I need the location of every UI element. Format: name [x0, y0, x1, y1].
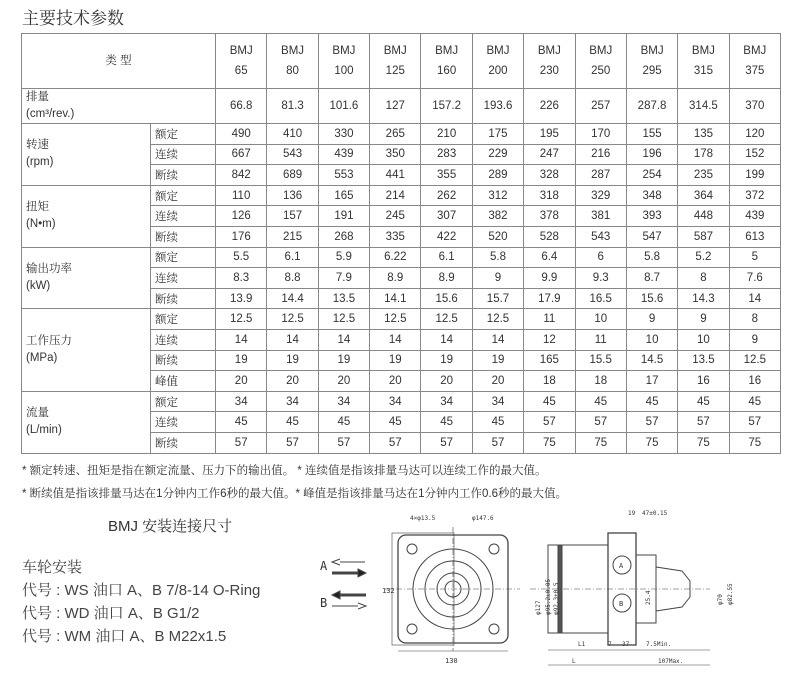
condition-label: 断续: [151, 226, 216, 247]
table-cell: 17: [626, 371, 677, 392]
table-cell: 20: [318, 371, 369, 392]
table-cell: 14: [318, 329, 369, 350]
table-cell: 9: [678, 309, 729, 330]
table-cell: 490: [216, 124, 267, 145]
table-cell: 11: [575, 329, 626, 350]
model-size: 295: [642, 65, 662, 77]
table-cell: 157: [267, 206, 318, 227]
model-header: [267, 34, 318, 89]
table-cell: 34: [216, 391, 267, 412]
code-ws: 代号 : WS 油口 A、B 7/8-14 O-Ring: [22, 582, 261, 599]
condition-label: 额定: [151, 391, 216, 412]
table-cell: 13.9: [216, 288, 267, 309]
table-cell: 19: [267, 350, 318, 371]
table-cell: 422: [421, 226, 472, 247]
table-cell: 314.5: [678, 89, 729, 124]
table-cell: 57: [678, 412, 729, 433]
svg-text:φ95.2±0.05: φ95.2±0.05: [545, 578, 552, 615]
table-cell: 45: [370, 412, 421, 433]
table-cell: 14.4: [267, 288, 318, 309]
table-cell: 10: [575, 309, 626, 330]
table-cell: 178: [678, 144, 729, 165]
table-cell: 14.3: [678, 288, 729, 309]
table-cell: 5.2: [678, 247, 729, 268]
table-cell: 10: [678, 329, 729, 350]
table-cell: 6.1: [421, 247, 472, 268]
table-cell: 34: [267, 391, 318, 412]
table-cell: 193.6: [472, 89, 523, 124]
table-cell: 613: [729, 226, 780, 247]
table-cell: 14: [421, 329, 472, 350]
table-cell: 18: [524, 371, 575, 392]
table-cell: 372: [729, 185, 780, 206]
mounting-drawing: [310, 505, 800, 674]
model-series: BMJ: [640, 45, 664, 57]
table-cell: 543: [267, 144, 318, 165]
table-cell: 195: [524, 124, 575, 145]
table-cell: 57: [267, 432, 318, 453]
table-cell: 191: [318, 206, 369, 227]
svg-text:132: 132: [382, 587, 395, 595]
table-cell: 283: [421, 144, 472, 165]
page-title: 主要技术参数: [22, 9, 124, 28]
svg-text:A: A: [619, 562, 624, 570]
condition-label: 额定: [151, 124, 216, 145]
table-cell: 126: [216, 206, 267, 227]
table-cell: 378: [524, 206, 575, 227]
table-cell: 20: [472, 371, 523, 392]
table-cell: 12.5: [216, 309, 267, 330]
table-cell: 15.6: [626, 288, 677, 309]
table-cell: 57: [729, 412, 780, 433]
model-header: [370, 34, 421, 89]
spec-table: [21, 33, 781, 454]
table-cell: 14: [267, 329, 318, 350]
table-cell: 57: [216, 432, 267, 453]
table-cell: 57: [472, 432, 523, 453]
side-view: [530, 510, 734, 665]
model-header: [626, 34, 677, 89]
svg-text:φ147.6: φ147.6: [472, 515, 494, 522]
table-cell: 20: [216, 371, 267, 392]
note-1: * 额定转速、扭矩是指在额定流量、压力下的输出值。 * 连续值是指该排量马达可以连续工作的最大值。: [22, 465, 547, 477]
table-cell: 16.5: [575, 288, 626, 309]
model-header: [524, 34, 575, 89]
table-cell: 57: [524, 412, 575, 433]
table-cell: 19: [216, 350, 267, 371]
condition-label: 断续: [151, 165, 216, 186]
table-cell: 127: [370, 89, 421, 124]
param-name: 流量: [26, 407, 49, 420]
code-wd: 代号 : WD 油口 A、B G1/2: [22, 605, 200, 622]
param-unit: (cm³/rev.): [26, 108, 75, 120]
table-cell: 329: [575, 185, 626, 206]
note-2: * 断续值是指该排量马达在1分钟内工作6秒的最大值。* 峰值是指该排量马达在1分钟内工作0.6秒的最大值。: [22, 488, 568, 500]
table-cell: 120: [729, 124, 780, 145]
table-cell: 75: [678, 432, 729, 453]
table-cell: 12: [524, 329, 575, 350]
model-size: 375: [745, 65, 765, 77]
model-series: BMJ: [229, 45, 253, 57]
table-cell: 175: [472, 124, 523, 145]
table-cell: 19: [421, 350, 472, 371]
table-cell: 235: [678, 165, 729, 186]
table-row: [22, 247, 781, 268]
table-cell: 16: [729, 371, 780, 392]
model-header: [318, 34, 369, 89]
notes: [22, 460, 567, 506]
param-name: 排量: [26, 91, 49, 103]
table-cell: 8.9: [421, 268, 472, 289]
model-size: 125: [385, 65, 405, 77]
table-cell: 34: [318, 391, 369, 412]
table-cell: 136: [267, 185, 318, 206]
table-cell: 45: [421, 412, 472, 433]
table-cell: 214: [370, 185, 421, 206]
code-wm: 代号 : WM 油口 A、B M22x1.5: [22, 628, 227, 645]
table-cell: 689: [267, 165, 318, 186]
param-label: [22, 247, 151, 309]
svg-text:47±0.15: 47±0.15: [642, 510, 668, 517]
table-cell: 20: [421, 371, 472, 392]
table-cell: 152: [729, 144, 780, 165]
svg-text:φ92.3±0.5: φ92.3±0.5: [553, 582, 560, 615]
table-cell: 45: [524, 391, 575, 412]
table-cell: 14: [216, 329, 267, 350]
table-cell: 34: [421, 391, 472, 412]
svg-text:7: 7: [608, 641, 612, 648]
table-cell: 20: [267, 371, 318, 392]
table-cell: 355: [421, 165, 472, 186]
table-cell: 318: [524, 185, 575, 206]
table-cell: 439: [318, 144, 369, 165]
model-header: [575, 34, 626, 89]
table-cell: 6.1: [267, 247, 318, 268]
table-cell: 157.2: [421, 89, 472, 124]
model-header: [216, 34, 267, 89]
model-series: BMJ: [383, 45, 407, 57]
table-cell: 5.8: [472, 247, 523, 268]
table-cell: 13.5: [318, 288, 369, 309]
table-row: [22, 309, 781, 330]
table-cell: 20: [370, 371, 421, 392]
svg-text:25.4: 25.4: [645, 590, 652, 605]
table-cell: 9.3: [575, 268, 626, 289]
table-cell: 226: [524, 89, 575, 124]
model-size: 65: [234, 65, 248, 77]
table-cell: 9.9: [524, 268, 575, 289]
table-cell: 439: [729, 206, 780, 227]
table-cell: 57: [370, 432, 421, 453]
table-cell: 75: [626, 432, 677, 453]
param-label: [22, 185, 151, 247]
table-cell: 14: [370, 329, 421, 350]
condition-label: 额定: [151, 247, 216, 268]
svg-text:A: A: [320, 559, 328, 573]
condition-label: 连续: [151, 268, 216, 289]
table-cell: 45: [678, 391, 729, 412]
model-series: BMJ: [537, 45, 561, 57]
table-cell: 245: [370, 206, 421, 227]
table-cell: 75: [729, 432, 780, 453]
param-name: 扭矩: [26, 201, 49, 214]
table-cell: 9: [626, 309, 677, 330]
table-cell: 34: [370, 391, 421, 412]
param-unit: (kW): [26, 279, 51, 292]
table-cell: 17.9: [524, 288, 575, 309]
table-cell: 7.9: [318, 268, 369, 289]
table-cell: 12.5: [370, 309, 421, 330]
table-cell: 12.5: [318, 309, 369, 330]
table-cell: 229: [472, 144, 523, 165]
table-cell: 215: [267, 226, 318, 247]
table-cell: 15.7: [472, 288, 523, 309]
table-cell: 14.1: [370, 288, 421, 309]
table-cell: 370: [729, 89, 780, 124]
header-row: [22, 34, 781, 89]
model-series: BMJ: [589, 45, 613, 57]
table-cell: 667: [216, 144, 267, 165]
model-series: BMJ: [486, 45, 510, 57]
table-cell: 262: [421, 185, 472, 206]
model-series: BMJ: [281, 45, 305, 57]
table-cell: 8.9: [370, 268, 421, 289]
table-cell: 335: [370, 226, 421, 247]
condition-label: 额定: [151, 309, 216, 330]
table-cell: 12.5: [472, 309, 523, 330]
front-view: [382, 515, 520, 665]
table-row: [22, 391, 781, 412]
table-cell: 312: [472, 185, 523, 206]
model-header: [678, 34, 729, 89]
table-cell: 393: [626, 206, 677, 227]
table-cell: 265: [370, 124, 421, 145]
table-cell: 45: [472, 412, 523, 433]
condition-label: 断续: [151, 288, 216, 309]
param-unit: (N•m): [26, 218, 56, 231]
table-cell: 165: [318, 185, 369, 206]
table-cell: 14: [472, 329, 523, 350]
table-cell: 19: [370, 350, 421, 371]
svg-text:L1: L1: [578, 641, 586, 648]
table-cell: 268: [318, 226, 369, 247]
condition-label: 连续: [151, 144, 216, 165]
table-cell: 110: [216, 185, 267, 206]
table-cell: 16: [678, 371, 729, 392]
svg-text:130: 130: [445, 657, 458, 665]
table-cell: 553: [318, 165, 369, 186]
table-cell: 520: [472, 226, 523, 247]
table-cell: 247: [524, 144, 575, 165]
table-cell: 216: [575, 144, 626, 165]
table-cell: 330: [318, 124, 369, 145]
mounting-info: [22, 556, 260, 648]
table-cell: 170: [575, 124, 626, 145]
condition-label: 连续: [151, 412, 216, 433]
table-cell: 410: [267, 124, 318, 145]
condition-label: 连续: [151, 206, 216, 227]
table-cell: 8.8: [267, 268, 318, 289]
param-name: 工作压力: [26, 335, 72, 348]
svg-text:B: B: [619, 600, 624, 608]
svg-text:φ82.55: φ82.55: [727, 583, 734, 605]
table-cell: 45: [626, 391, 677, 412]
table-cell: 441: [370, 165, 421, 186]
table-cell: 176: [216, 226, 267, 247]
table-cell: 12.5: [421, 309, 472, 330]
table-cell: 45: [267, 412, 318, 433]
table-cell: 528: [524, 226, 575, 247]
param-name: 输出功率: [26, 262, 72, 275]
param-name: 转速: [26, 139, 49, 152]
table-cell: 448: [678, 206, 729, 227]
table-cell: 34: [472, 391, 523, 412]
table-cell: 45: [729, 391, 780, 412]
table-cell: 199: [729, 165, 780, 186]
model-size: 80: [286, 65, 299, 77]
table-cell: 257: [575, 89, 626, 124]
model-series: BMJ: [691, 45, 715, 57]
svg-text:L: L: [572, 658, 576, 665]
model-series: BMJ: [435, 45, 459, 57]
table-cell: 5.9: [318, 247, 369, 268]
table-cell: 57: [421, 432, 472, 453]
table-cell: 14.5: [626, 350, 677, 371]
displacement-label: [22, 89, 216, 124]
table-cell: 10: [626, 329, 677, 350]
table-cell: 19: [318, 350, 369, 371]
table-cell: 45: [575, 391, 626, 412]
param-unit: (rpm): [26, 156, 54, 169]
table-cell: 75: [575, 432, 626, 453]
svg-text:37: 37: [622, 641, 630, 648]
table-cell: 9: [729, 329, 780, 350]
model-size: 100: [334, 65, 354, 77]
table-cell: 13.5: [678, 350, 729, 371]
model-header: [421, 34, 472, 89]
model-size: 315: [693, 65, 714, 77]
model-series: BMJ: [332, 45, 356, 57]
table-cell: 8: [678, 268, 729, 289]
table-row: [22, 185, 781, 206]
table-cell: 18: [575, 371, 626, 392]
table-cell: 254: [626, 165, 677, 186]
type-label: 类 型: [22, 34, 216, 89]
table-cell: 7.6: [729, 268, 780, 289]
table-cell: 75: [524, 432, 575, 453]
table-cell: 101.6: [318, 89, 369, 124]
svg-text:7.5Min.: 7.5Min.: [646, 641, 672, 648]
table-cell: 57: [626, 412, 677, 433]
model-header: [472, 34, 523, 89]
table-cell: 6: [575, 247, 626, 268]
model-size: 160: [437, 65, 457, 77]
table-cell: 14: [729, 288, 780, 309]
table-cell: 165: [524, 350, 575, 371]
table-cell: 842: [216, 165, 267, 186]
table-cell: 5.5: [216, 247, 267, 268]
table-cell: 9: [472, 268, 523, 289]
param-label: [22, 124, 151, 186]
table-cell: 287: [575, 165, 626, 186]
port-arrows: [320, 559, 366, 610]
table-cell: 543: [575, 226, 626, 247]
table-cell: 5.8: [626, 247, 677, 268]
table-cell: 382: [472, 206, 523, 227]
table-cell: 12.5: [729, 350, 780, 371]
table-cell: 6.4: [524, 247, 575, 268]
model-series: BMJ: [743, 45, 767, 57]
table-cell: 6.22: [370, 247, 421, 268]
table-cell: 210: [421, 124, 472, 145]
section-title: BMJ 安装连接尺寸: [108, 518, 233, 535]
table-cell: 348: [626, 185, 677, 206]
table-cell: 15.6: [421, 288, 472, 309]
table-cell: 45: [318, 412, 369, 433]
table-cell: 57: [318, 432, 369, 453]
table-cell: 307: [421, 206, 472, 227]
svg-text:B: B: [320, 596, 328, 610]
condition-label: 连续: [151, 329, 216, 350]
table-cell: 15.5: [575, 350, 626, 371]
table-cell: 66.8: [216, 89, 267, 124]
svg-text:φ70: φ70: [717, 594, 724, 605]
model-size: 230: [539, 65, 559, 77]
table-cell: 81.3: [267, 89, 318, 124]
condition-label: 断续: [151, 432, 216, 453]
svg-text:19: 19: [628, 510, 636, 517]
table-cell: 12.5: [267, 309, 318, 330]
model-header: [729, 34, 780, 89]
table-cell: 364: [678, 185, 729, 206]
svg-text:φ127: φ127: [535, 600, 542, 615]
table-cell: 19: [472, 350, 523, 371]
table-cell: 8.7: [626, 268, 677, 289]
table-row: [22, 124, 781, 145]
displacement-row: [22, 89, 781, 124]
table-cell: 155: [626, 124, 677, 145]
table-cell: 135: [678, 124, 729, 145]
table-cell: 587: [678, 226, 729, 247]
condition-label: 断续: [151, 350, 216, 371]
svg-text:4×φ13.5: 4×φ13.5: [410, 515, 436, 522]
param-label: [22, 391, 151, 453]
table-cell: 381: [575, 206, 626, 227]
table-cell: 57: [575, 412, 626, 433]
table-cell: 45: [216, 412, 267, 433]
table-cell: 11: [524, 309, 575, 330]
table-cell: 5: [729, 247, 780, 268]
model-size: 200: [488, 65, 508, 77]
table-cell: 547: [626, 226, 677, 247]
param-unit: (MPa): [26, 352, 58, 365]
table-cell: 287.8: [626, 89, 677, 124]
table-cell: 350: [370, 144, 421, 165]
condition-label: 额定: [151, 185, 216, 206]
table-cell: 328: [524, 165, 575, 186]
condition-label: 峰值: [151, 371, 216, 392]
param-unit: (L/min): [26, 424, 62, 437]
table-cell: 8.3: [216, 268, 267, 289]
table-cell: 8: [729, 309, 780, 330]
model-size: 250: [591, 65, 611, 77]
param-label: [22, 309, 151, 391]
mounting-heading: 车轮安装: [22, 559, 83, 576]
svg-text:107Max.: 107Max.: [658, 658, 684, 665]
table-cell: 289: [472, 165, 523, 186]
table-cell: 196: [626, 144, 677, 165]
